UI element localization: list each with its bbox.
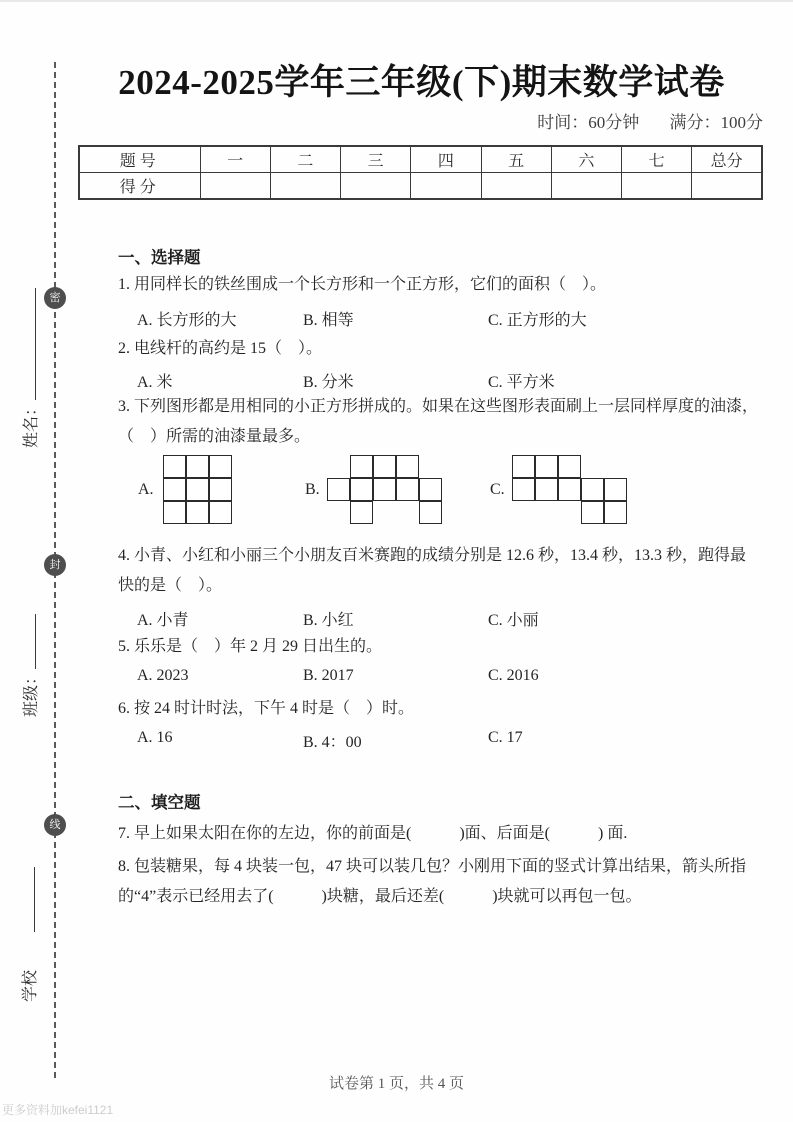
question-3-figures	[118, 455, 763, 529]
question-1-options	[137, 307, 587, 330]
grid-square	[396, 455, 419, 478]
question-5: 5. 乐乐是（ ）年 2 月 29 日出生的。	[118, 638, 383, 655]
section2-heading: 二、填空题	[118, 793, 201, 812]
figure-c-label: C.	[490, 481, 505, 498]
score-cell	[270, 173, 340, 200]
question-1: 1. 用同样长的铁丝围成一个长方形和一个正方形，它们的面积（ ）。	[118, 276, 607, 293]
col-2: 二	[270, 146, 340, 173]
question-7: 7. 早上如果太阳在你的左边，你的前面是( )面、后面是( ) 面.	[118, 825, 628, 842]
q1-option-a: A. 长方形的大	[137, 312, 237, 329]
question-number-label: 题号	[79, 146, 200, 173]
col-6: 六	[551, 146, 621, 173]
name-blank-line	[23, 288, 36, 400]
grid-empty	[396, 501, 419, 524]
q2-option-c: C. 平方米	[488, 374, 555, 391]
scan-edge-top	[0, 0, 793, 2]
grid-square	[350, 455, 373, 478]
score-table	[78, 145, 763, 200]
question-2: 2. 电线杆的高约是 15（ ）。	[118, 340, 323, 357]
seal-stamp-xian: 线	[44, 814, 66, 836]
grid-square	[419, 478, 442, 501]
col-5: 五	[481, 146, 551, 173]
question-4-line1: 4. 小青、小红和小丽三个小朋友百米赛跑的成绩分别是 12.6 秒，13.4 秒，13.3 秒，跑得最	[118, 547, 747, 564]
grid-empty	[604, 455, 627, 478]
time-limit: 时间：60分钟	[537, 113, 640, 132]
grid-empty	[419, 455, 442, 478]
question-3-line2: （ ）所需的油漆量最多。	[118, 428, 311, 445]
section1-heading: 一、选择题	[118, 248, 201, 267]
col-total: 总分	[692, 146, 762, 173]
grid-square	[512, 455, 535, 478]
grid-square	[604, 501, 627, 524]
score-cell	[200, 173, 270, 200]
grid-square	[186, 501, 209, 524]
class-label: 班级：	[22, 668, 40, 717]
grid-square	[163, 501, 186, 524]
grid-square	[558, 478, 581, 501]
grid-square	[535, 455, 558, 478]
seal-stamp-feng: 封	[44, 554, 66, 576]
grid-empty	[327, 455, 350, 478]
school-blank-line	[22, 867, 35, 932]
grid-square	[209, 478, 232, 501]
q5-option-c: C. 2016	[488, 667, 539, 684]
q5-option-a: A. 2023	[137, 667, 189, 684]
q4-option-c: C. 小丽	[488, 612, 539, 629]
question-5-options	[137, 667, 539, 685]
school-label: 学校	[21, 969, 39, 1002]
grid-square	[350, 478, 373, 501]
question-3-line1: 3. 下列图形都是用相同的小正方形拼成的。如果在这些图形表面刷上一层同样厚度的油漆，	[118, 398, 759, 415]
score-cell	[481, 173, 551, 200]
grid-square	[558, 455, 581, 478]
question-6: 6. 按 24 时计时法，下午 4 时是（ ）时。	[118, 700, 415, 717]
col-4: 四	[411, 146, 481, 173]
grid-square	[581, 501, 604, 524]
col-3: 三	[341, 146, 411, 173]
figure-a-label: A.	[138, 481, 154, 498]
q4-option-a: A. 小青	[137, 612, 189, 629]
grid-empty	[512, 501, 535, 524]
question-6-options	[137, 729, 523, 752]
figure-a-grid	[163, 455, 232, 524]
grid-square	[327, 478, 350, 501]
grid-square	[209, 455, 232, 478]
class-field	[19, 597, 39, 717]
grid-empty	[327, 501, 350, 524]
question-2-options	[137, 369, 555, 392]
grid-square	[373, 455, 396, 478]
grid-square	[350, 501, 373, 524]
grid-square	[163, 478, 186, 501]
question-8-line2: 的“4”表示已经用去了( )块糖，最后还差( )块就可以再包一包。	[118, 888, 642, 905]
score-cell	[341, 173, 411, 200]
grid-square	[163, 455, 186, 478]
score-cell	[551, 173, 621, 200]
question-4-line2: 快的是（ ）。	[118, 577, 223, 594]
page-title: 2024-2025学年三年级(下)期末数学试卷	[118, 63, 725, 102]
q4-option-b: B. 小红	[303, 612, 354, 629]
q6-option-b: B. 4：00	[303, 734, 362, 751]
col-7: 七	[622, 146, 692, 173]
grid-square	[604, 478, 627, 501]
grid-square	[535, 478, 558, 501]
q2-option-b: B. 分米	[303, 374, 354, 391]
grid-empty	[581, 455, 604, 478]
grid-empty	[373, 501, 396, 524]
grid-square	[186, 455, 209, 478]
school-field	[18, 832, 38, 1002]
col-1: 一	[200, 146, 270, 173]
figure-b-grid	[327, 455, 442, 524]
grid-empty	[558, 501, 581, 524]
score-cell	[411, 173, 481, 200]
grid-square	[581, 478, 604, 501]
grid-square	[512, 478, 535, 501]
q6-option-a: A. 16	[137, 729, 173, 746]
grid-square	[209, 501, 232, 524]
grid-square	[186, 478, 209, 501]
page-footer: 试卷第 1 页，共 4 页	[328, 1076, 464, 1092]
grid-square	[419, 501, 442, 524]
figure-c-grid	[512, 455, 627, 524]
exam-meta	[80, 108, 763, 133]
q5-option-b: B. 2017	[303, 667, 354, 684]
score-table-score-row	[79, 173, 762, 200]
full-score: 满分：100分	[669, 113, 763, 132]
class-blank-line	[23, 614, 36, 669]
q2-option-a: A. 米	[137, 374, 173, 391]
q6-option-c: C. 17	[488, 729, 523, 746]
watermark-text: 更多资料加kefei1121	[2, 1103, 114, 1117]
question-4-options	[137, 607, 539, 630]
seal-stamp-mi: 密	[44, 287, 66, 309]
question-8-line1: 8. 包装糖果，每 4 块装一包，47 块可以装几包？小刚用下面的竖式计算出结果，箭头所指	[118, 858, 747, 875]
q1-option-c: C. 正方形的大	[488, 312, 587, 329]
score-cell	[692, 173, 762, 200]
grid-empty	[535, 501, 558, 524]
grid-square	[396, 478, 419, 501]
score-cell	[622, 173, 692, 200]
score-label: 得分	[79, 173, 200, 200]
figure-b-label: B.	[305, 481, 320, 498]
grid-square	[373, 478, 396, 501]
q1-option-b: B. 相等	[303, 312, 354, 329]
score-table-header-row	[79, 146, 762, 173]
name-label: 姓名：	[22, 399, 40, 448]
name-field	[19, 258, 39, 448]
